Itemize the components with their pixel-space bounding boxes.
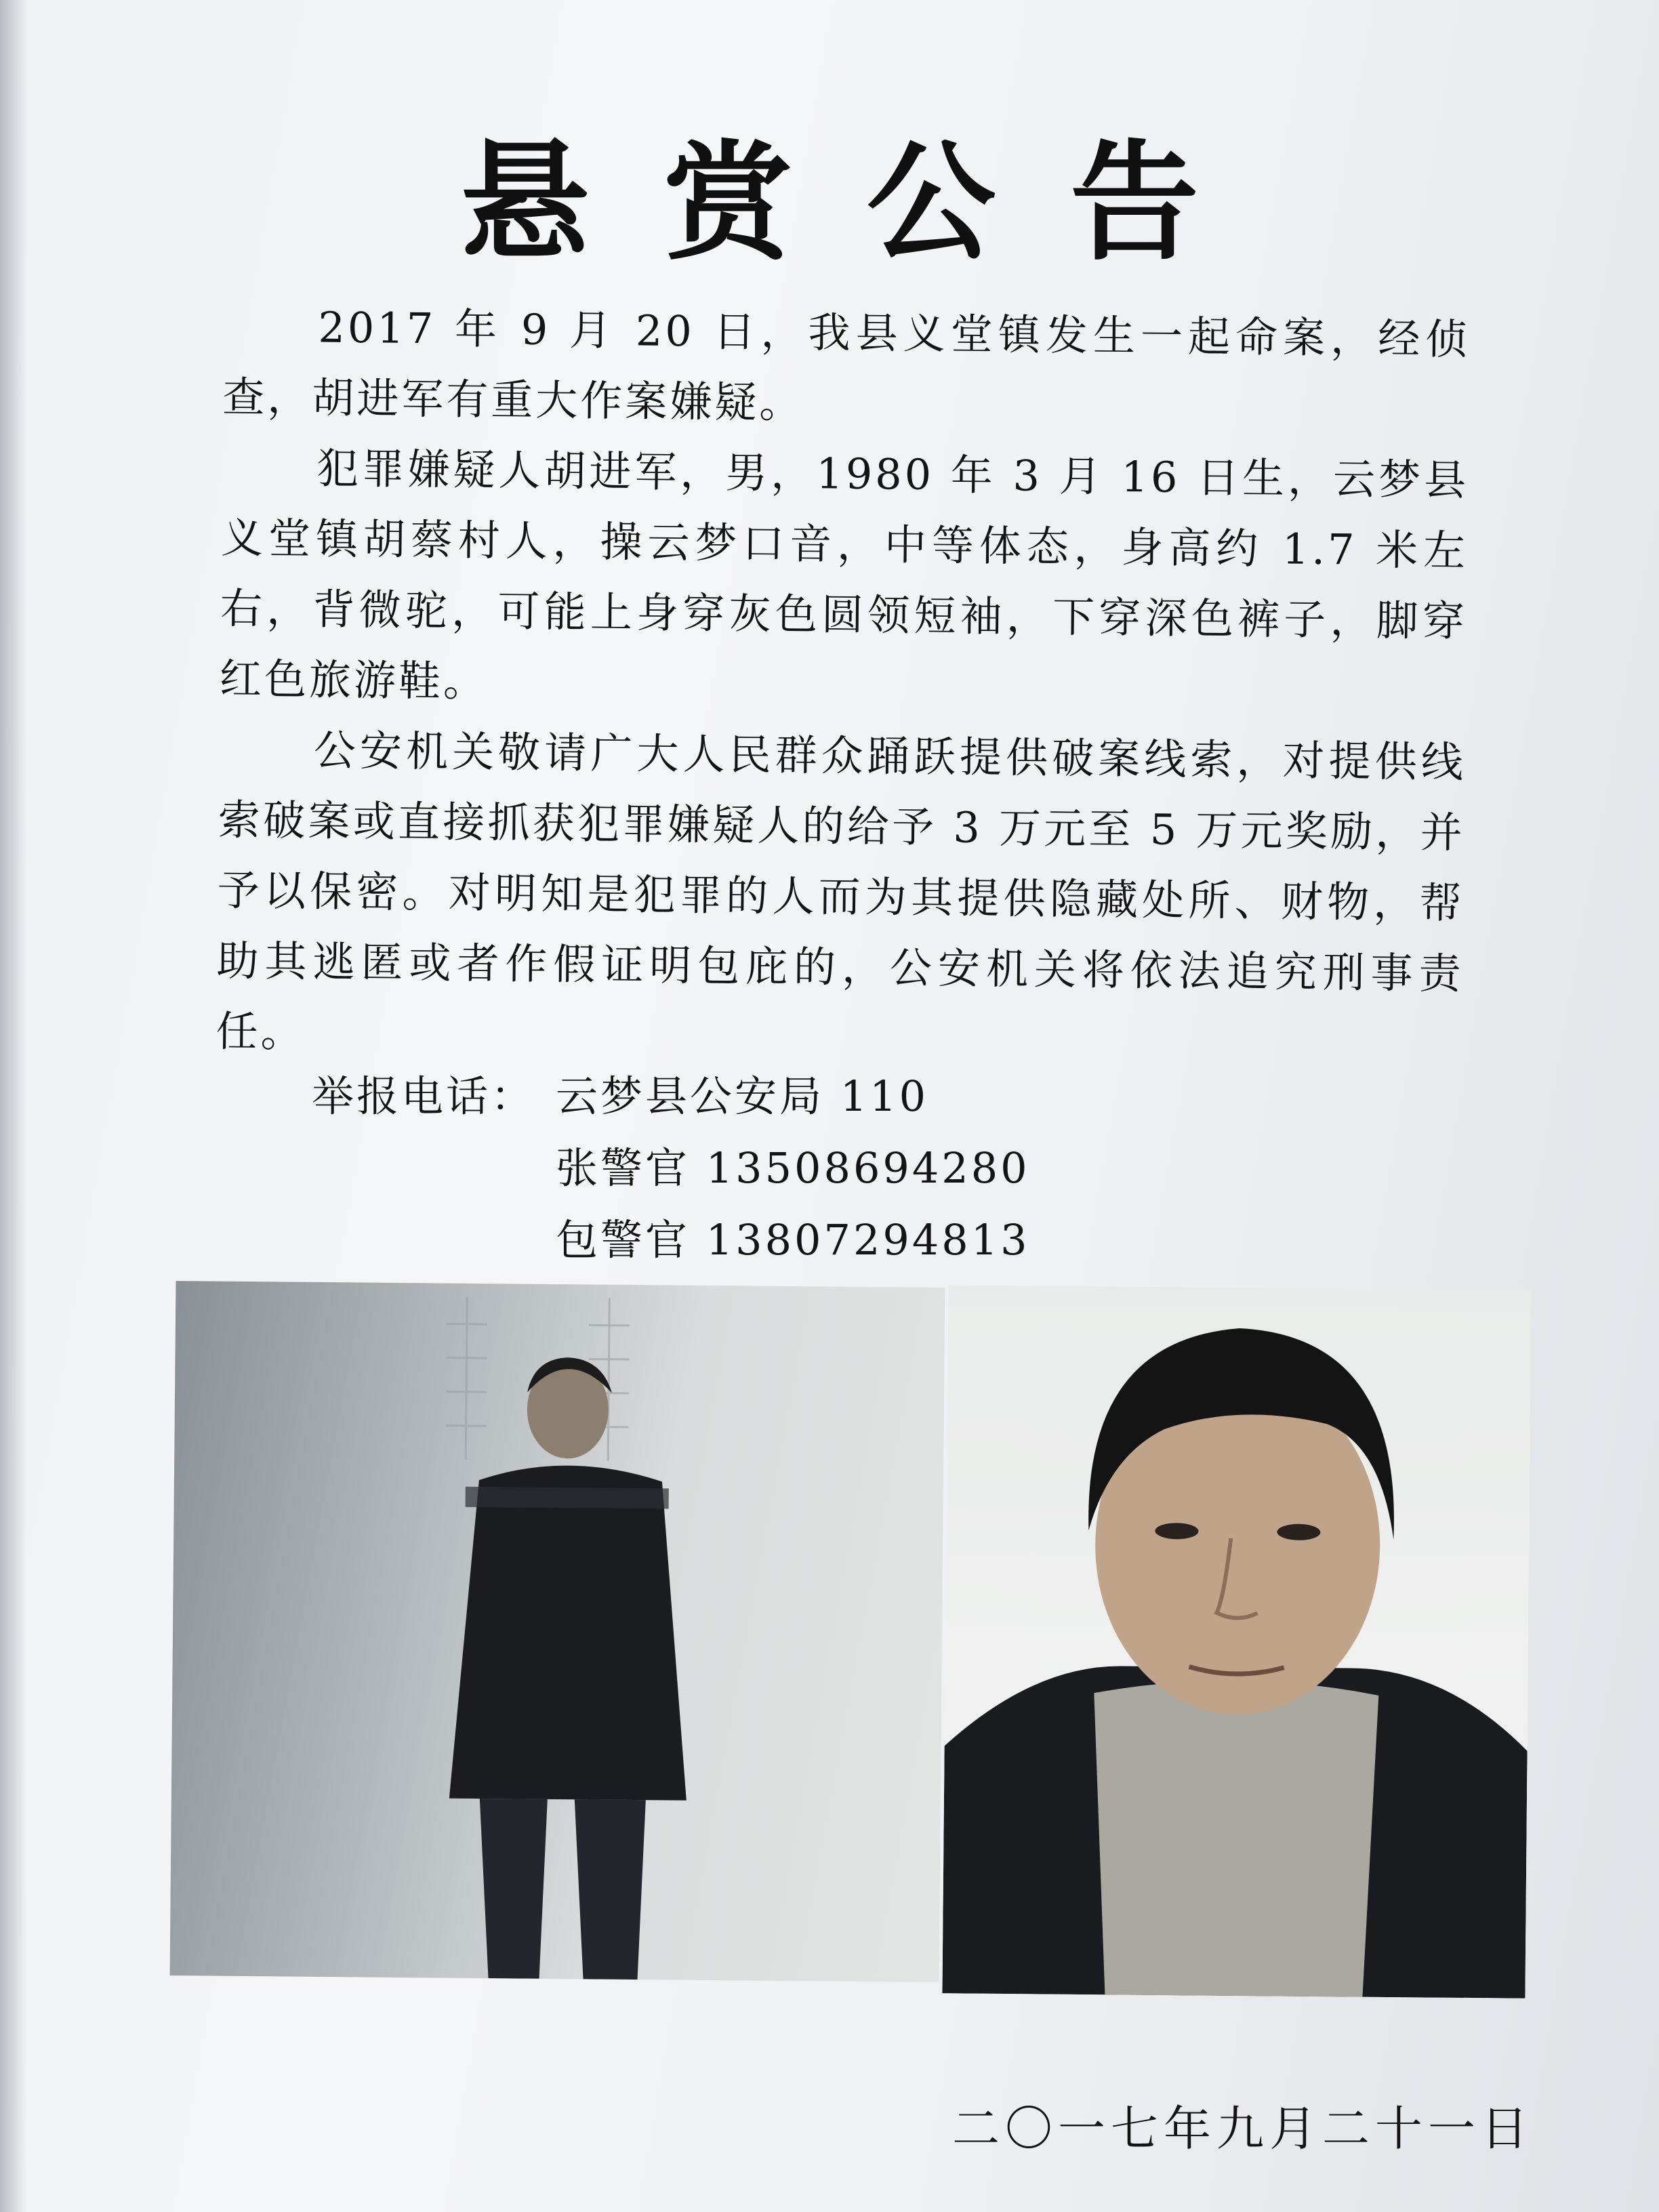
suspect-full-body-photo	[170, 1281, 945, 1982]
paragraph-reward: 公安机关敬请广大人民群众踊跃提供破案线索，对提供线索破案或直接抓获犯罪嫌疑人的给予 3 万元至 5 万元奖励，并予以保密。对明知是犯罪的人而为其提供隐藏处所、财物，帮助其逃匿或者作假证明包庇的，公安机关将依法追究刑事责任。	[216, 725, 1467, 1057]
paragraph-incident: 2017 年 9 月 20 日，我县义堂镇发生一起命案，经侦查，胡进军有重大作案嫌疑。	[222, 302, 1471, 428]
suspect-face-photo	[942, 1285, 1531, 1998]
contact-row	[312, 1204, 1030, 1276]
contact-line-officer-bao: 包警官 13807294813	[556, 1215, 1030, 1265]
paper-edge-shadow	[0, 0, 27, 2212]
contact-line-police-bureau: 云梦县公安局 110	[556, 1071, 929, 1121]
paragraph-suspect-description: 犯罪嫌疑人胡进军，男，1980 年 3 月 16 日生，云梦县义堂镇胡蔡村人，操云梦口音，中等体态，身高约 1.7 米左右，背微驼，可能上身穿灰色圆领短袖，下穿深色裤子，脚穿红色旅游鞋。	[219, 443, 1469, 707]
poster-title: 悬赏公告	[459, 128, 1273, 278]
height-chart-figure	[170, 1281, 945, 1982]
notice-body	[216, 291, 1471, 1080]
contact-line-officer-zhang: 张警官 13508694280	[556, 1143, 1030, 1193]
notice-date: 二〇一七年九月二十一日	[952, 2101, 1534, 2156]
contact-row	[312, 1061, 1030, 1132]
portrait-figure	[942, 1285, 1531, 1998]
contact-row	[312, 1132, 1030, 1204]
contact-block	[312, 1061, 1030, 1276]
contact-label: 举报电话：	[312, 1071, 536, 1121]
